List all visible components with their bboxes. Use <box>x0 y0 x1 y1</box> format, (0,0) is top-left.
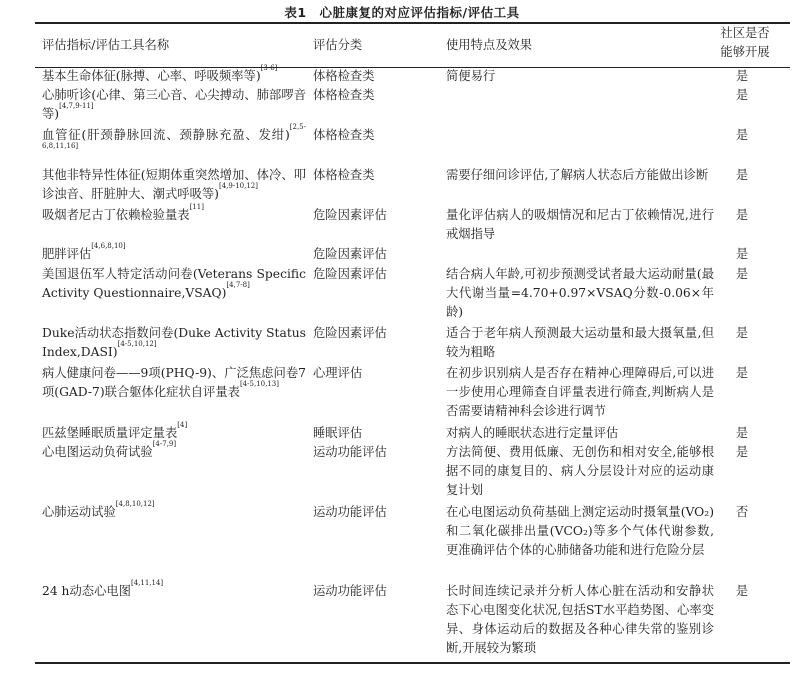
citation: [2,5-6,8,11,16] <box>42 123 306 150</box>
row-community: 是 <box>735 69 749 83</box>
row-name: 心电图运动负荷试验[4-7,9] <box>42 440 177 459</box>
row-community: 是 <box>735 247 749 261</box>
row-feature: 结合病人年龄,可初步预测受试者最大运动耐量(最大代谢当量=4.70+0.97×VSAQ分数-0.06×年龄) <box>446 267 714 319</box>
citation: [4,8,10,12] <box>115 500 155 508</box>
row-name: 其他非特异性体征(短期体重突然增加、体冷、叩诊浊音、肝脏肿大、潮式呼吸等)[4,9-10,12] <box>42 168 306 201</box>
row-community: 是 <box>735 88 749 102</box>
citation: [4,7-8] <box>226 281 250 289</box>
row-name: 吸烟者尼古丁依赖检验量表[11] <box>42 203 204 222</box>
row-name: Duke活动状态指数问卷(Duke Activity Status Index,DASI)[4-5,10,12] <box>42 326 306 359</box>
row-category: 心理评估 <box>313 366 363 380</box>
row-community: 是 <box>735 267 749 281</box>
row-community: 是 <box>735 208 749 222</box>
citation: [4-5,10,12] <box>117 340 157 348</box>
header-category: 评估分类 <box>313 38 363 52</box>
header-feature: 使用特点及效果 <box>446 38 533 52</box>
row-category: 危险因素评估 <box>313 267 387 281</box>
row-feature: 量化评估病人的吸烟情况和尼古丁依赖情况,进行戒烟指导 <box>446 208 714 241</box>
citation: [4,9-10,12] <box>218 182 258 190</box>
row-category: 危险因素评估 <box>313 247 387 261</box>
citation: [3-6] <box>260 64 278 72</box>
citation: [4] <box>177 421 188 429</box>
row-name: 美国退伍军人特定活动问卷(Veterans Specific Activity Questionnaire,VSAQ)[4,7-8] <box>42 267 306 300</box>
row-category: 运动功能评估 <box>313 584 387 598</box>
row-category: 睡眠评估 <box>313 426 363 440</box>
row-feature: 适合于老年病人预测最大运动量和最大摄氧量,但较为粗略 <box>446 326 714 359</box>
row-community: 是 <box>735 584 749 598</box>
row-feature: 需要仔细问诊评估,了解病人状态后方能做出诊断 <box>446 168 709 182</box>
row-category: 体格检查类 <box>313 88 375 102</box>
row-community: 是 <box>735 445 749 459</box>
row-category: 运动功能评估 <box>313 505 387 519</box>
citation: [4,7,9-11] <box>59 102 94 110</box>
row-category: 体格检查类 <box>313 128 375 142</box>
header-community-1: 社区是否 <box>720 26 770 40</box>
row-name: 匹兹堡睡眠质量评定量表[4] <box>42 421 188 440</box>
header-community-2: 能够开展 <box>720 45 770 59</box>
citation: [11] <box>189 203 204 211</box>
citation: [4,6,8,10] <box>91 242 126 250</box>
bottom-rule <box>35 662 790 664</box>
row-name: 24 h动态心电图[4,11,14] <box>42 579 164 598</box>
row-name: 肥胖评估[4,6,8,10] <box>42 242 126 261</box>
citation: [4-7,9] <box>152 440 177 448</box>
row-name: 基本生命体征(脉搏、心率、呼吸频率等)[3-6] <box>42 64 278 83</box>
row-feature: 方法简便、费用低廉、无创伤和相对安全,能够根据不同的康复目的、病人分层设计对应的运动康复计划 <box>446 445 714 497</box>
row-community: 否 <box>735 505 749 519</box>
row-community: 是 <box>735 128 749 142</box>
row-feature: 简便易行 <box>446 69 496 83</box>
citation: [4,11,14] <box>130 579 164 587</box>
row-community: 是 <box>735 168 749 182</box>
top-rule <box>35 22 790 24</box>
row-name: 心肺听诊(心律、第三心音、心尖搏动、肺部啰音等)[4,7,9-11] <box>42 88 306 121</box>
row-name: 心肺运动试验[4,8,10,12] <box>42 500 155 519</box>
row-feature: 在心电图运动负荷基础上测定运动时摄氧量(VO₂)和二氧化碳排出量(VCO₂)等多个气体代谢参数,更准确评估个体的心肺储备功能和进行危险分层 <box>446 505 714 557</box>
table-caption: 表1 心脏康复的对应评估指标/评估工具 <box>284 5 520 20</box>
row-category: 运动功能评估 <box>313 445 387 459</box>
row-category: 危险因素评估 <box>313 326 387 340</box>
row-feature: 长时间连续记录并分析人体心脏在活动和安静状态下心电图变化状况,包括ST水平趋势图、心率变异、身体运动后的数据及各种心律失常的鉴别诊断,开展较为繁琐 <box>446 584 714 655</box>
row-feature: 在初步识别病人是否存在精神心理障碍后,可以进一步使用心理筛查自评量表进行筛查,判断病人是否需要请精神科会诊进行调节 <box>446 366 714 418</box>
row-feature: 对病人的睡眠状态进行定量评估 <box>446 426 619 440</box>
row-community: 是 <box>735 366 749 380</box>
row-community: 是 <box>735 326 749 340</box>
row-community: 是 <box>735 426 749 440</box>
header-name: 评估指标/评估工具名称 <box>42 38 170 52</box>
citation: [4-5,10,13] <box>239 380 279 388</box>
row-name: 血管征(肝颈静脉回流、颈静脉充盈、发绀)[2,5-6,8,11,16] <box>42 123 306 150</box>
row-category: 体格检查类 <box>313 168 375 182</box>
row-name: 病人健康问卷——9项(PHQ-9)、广泛焦虑问卷7项(GAD-7)联合躯体化症状自评量表[4-5,10,13] <box>42 366 306 399</box>
row-category: 危险因素评估 <box>313 208 387 222</box>
row-category: 体格检查类 <box>313 69 375 83</box>
